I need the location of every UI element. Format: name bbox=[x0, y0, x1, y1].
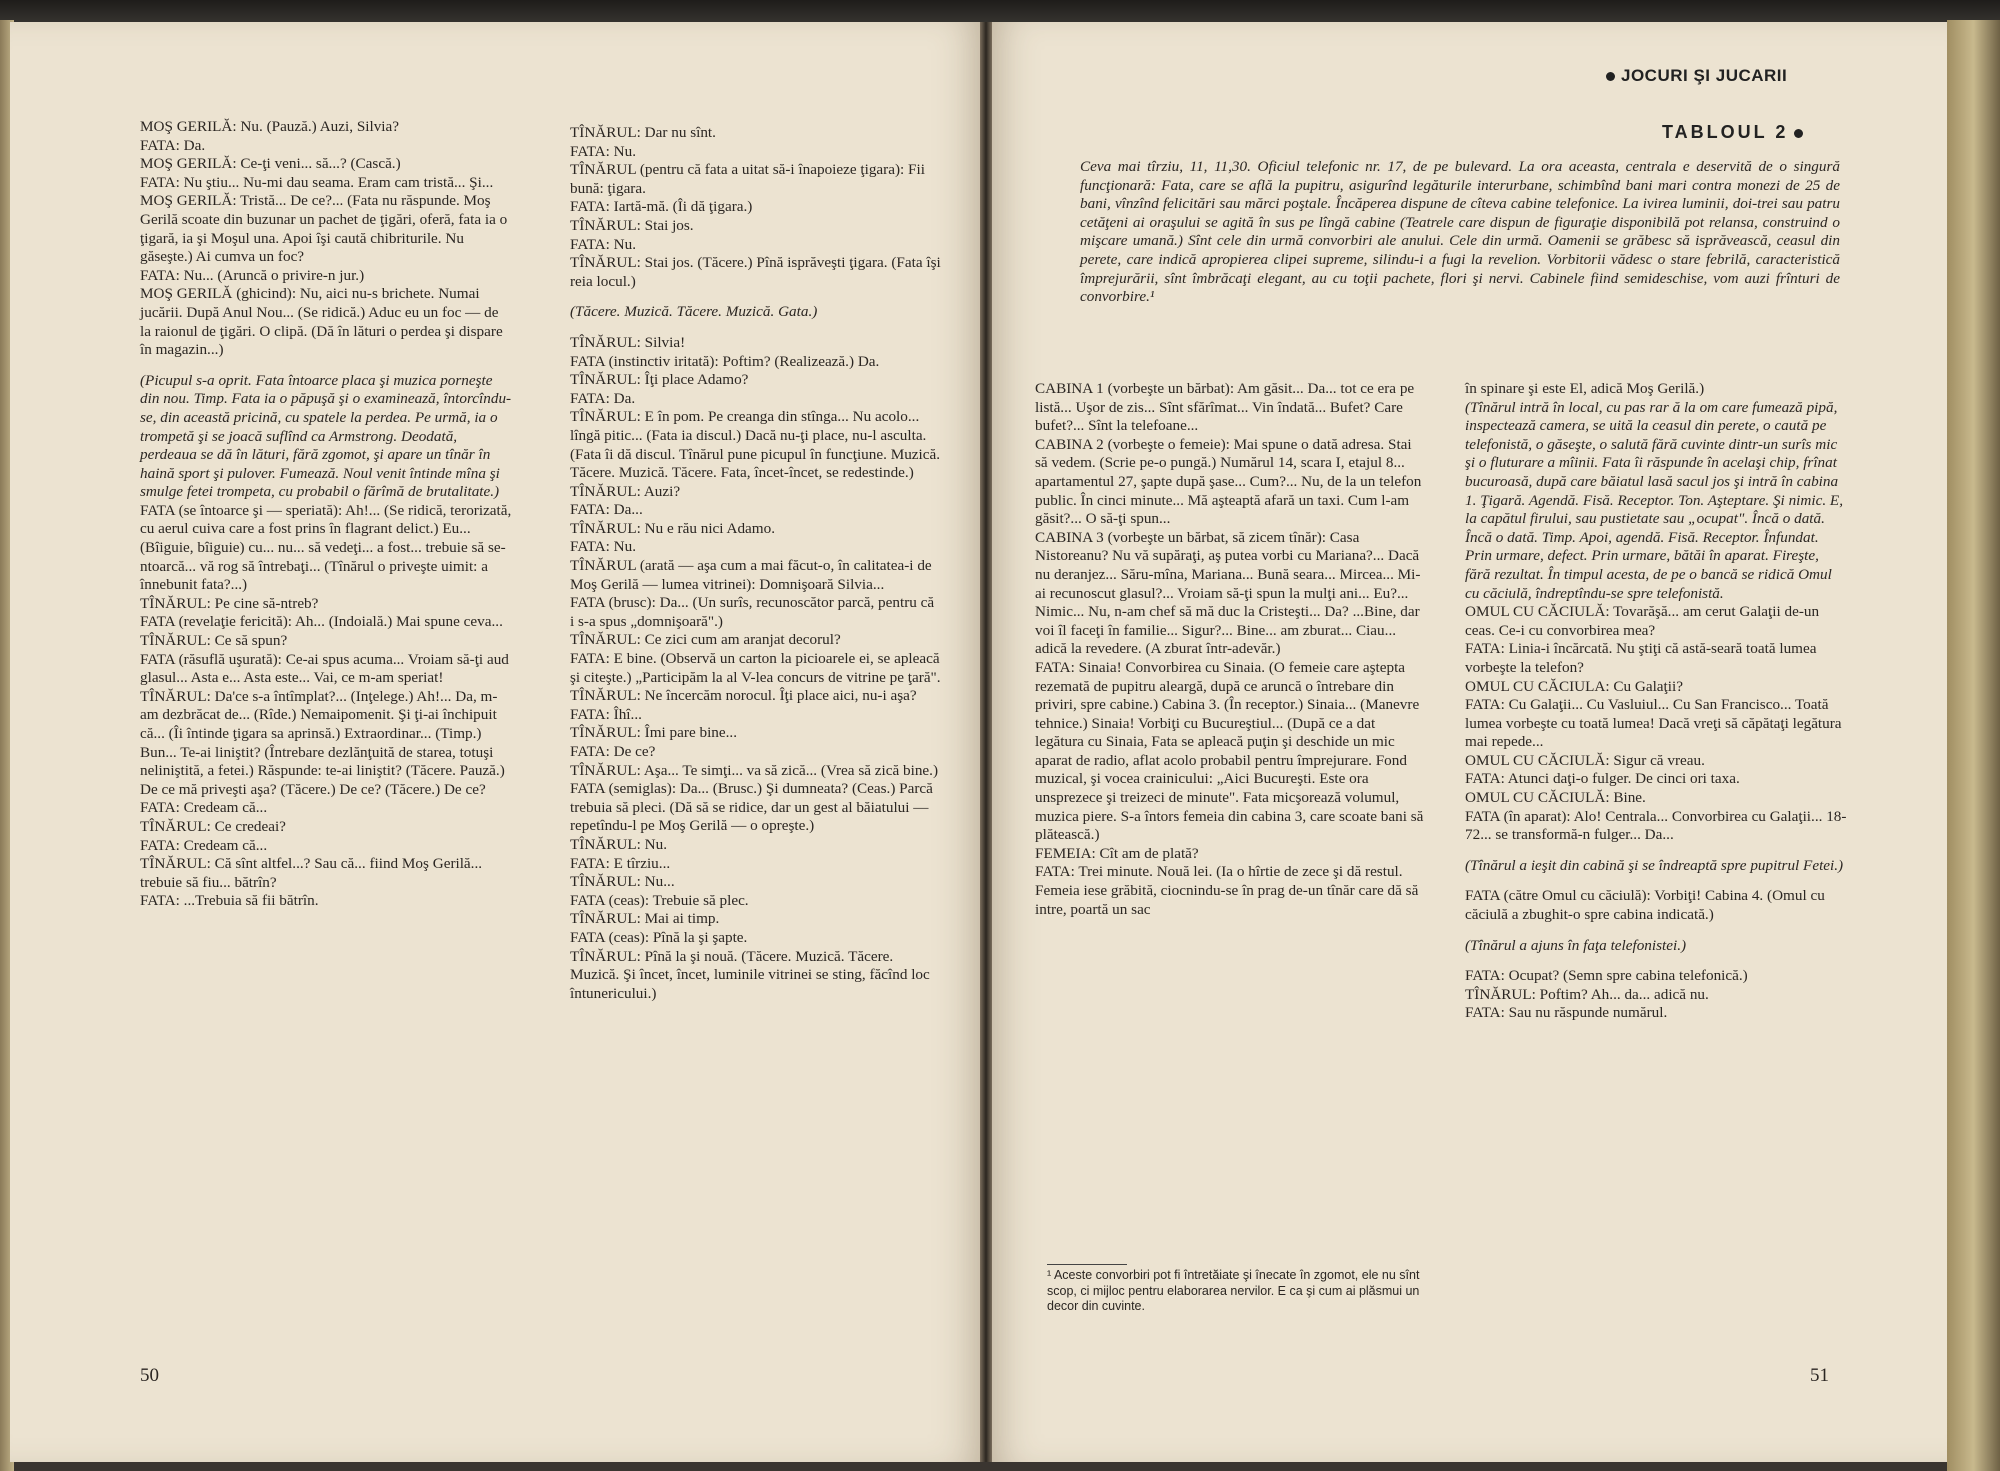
tableau-heading: TABLOUL 2 bbox=[1662, 122, 1809, 143]
dialogue-line: TÎNĂRUL: Stai jos. (Tăcere.) Pînă isprăveşti ţigara. (Fata îşi reia locul.) bbox=[570, 254, 941, 290]
page-number-right: 51 bbox=[1810, 1365, 1829, 1386]
dialogue-line: MOŞ GERILĂ: Nu. (Pauză.) Auzi, Silvia? bbox=[140, 118, 399, 135]
dialogue-line: (Tăcere. Muzică. Tăcere. Muzică. Gata.) bbox=[570, 303, 818, 321]
page-number-left: 50 bbox=[140, 1365, 159, 1386]
dialogue-line: FATA: Credeam că... bbox=[140, 799, 268, 817]
dialogue-line: FATA (se întoarce şi — speriată): Ah!... (Se ridică, terorizată, cu aerul cuiva care a fost prins în flagrant delict.) Eu... (Bîiguie, bîiguie) cu... nu... să vedeţi... a fost... trebuie să se-ntoarcă... vă rog să întrebaţi... (Tînărul o priveşte uimit: a înnebunit fata?...) bbox=[140, 501, 512, 594]
dialogue-line: OMUL CU CĂCIULA: Cu Galaţii? bbox=[1465, 677, 1683, 695]
dialogue-line: TÎNĂRUL: Pînă la şi nouă. (Tăcere. Muzică. Tăcere. Muzică. Şi încet, încet, luminile vitrinei se sting, făcînd loc întunericului.) bbox=[570, 947, 930, 1002]
dialogue-line: CABINA 1 (vorbeşte un bărbat): Am găsit... Da... tot ce era pe listă... Uşor de zis... Sînt sfărîmat... Vin îndată... Bufet? Care bufet?... Sînt la telefoane... bbox=[1035, 380, 1415, 435]
dialogue-line: CABINA 3 (vorbeşte un bărbat, să zicem tînăr): Casa Nistoreanu? Nu vă supăraţi, aş putea vorbi cu Mariana?... Dacă nu deranjez... Săru-mîna, Mariana... Bună seara... Mircea... Mi-ai recunoscut glasul?... Vroiam să-ţi spun la mulţi ani... Eu?... Nimic... Nu, n-am chef să mă duc la Cristeşti... Da? ...Bine, dar voi îl faceţi în familie... Sigur?... Bine... am zburat... Ciau... adică la revedere. (A zburat într-adevăr.) bbox=[1035, 528, 1421, 658]
left-column-2 bbox=[570, 124, 942, 1003]
dialogue-line: TÎNĂRUL: Silvia! bbox=[570, 333, 686, 351]
dialogue-line: TÎNĂRUL: Stai jos. bbox=[570, 216, 694, 234]
dialogue-line: FATA: Trei minute. Nouă lei. (Ia o hîrtie de zece şi dă restul. Femeia iese grăbită, ciocnindu-se în prag de-un tînăr care dă să intre, poartă un sac bbox=[1035, 863, 1419, 918]
dialogue-line: FATA (revelaţie fericită): Ah... (Indoială.) Mai spune ceva... bbox=[140, 613, 503, 631]
dialogue-line: TÎNĂRUL: Îţi place Adamo? bbox=[570, 371, 749, 389]
dialogue-line: TÎNĂRUL (pentru că fata a uitat să-i înapoieze ţigara): Fii bună: ţigara. bbox=[570, 161, 925, 197]
dialogue-line: TÎNĂRUL: Auzi? bbox=[570, 482, 681, 500]
dialogue-line: MOŞ GERILĂ (ghicind): Nu, aici nu-s brichete. Numai jucării. După Anul Nou... (Se ridică.) Aduc eu un foc — de la raionul de ţigări. O clipă. (Dă în lături o perdea şi dispare în magazin...) bbox=[140, 285, 503, 359]
dialogue-line: FATA: Ocupat? (Semn spre cabina telefonică.) bbox=[1465, 967, 1748, 985]
dialogue-line: FATA: Nu ştiu... Nu-mi dau seama. Eram cam tristă... Şi... bbox=[140, 173, 494, 191]
dialogue-line: FATA: Nu. bbox=[570, 235, 637, 253]
dialogue-line: TÎNĂRUL: Ne încercăm norocul. Îţi place aici, nu-i aşa? bbox=[570, 687, 917, 705]
dialogue-line: TÎNĂRUL: Nu e rău nici Adamo. bbox=[570, 519, 775, 537]
dialogue-line: TÎNĂRUL: Pe cine să-ntreb? bbox=[140, 594, 319, 612]
dialogue-line: TÎNĂRUL: Aşa... Te simţi... va să zică... (Vrea să zică bine.) bbox=[570, 761, 939, 779]
right-column-2 bbox=[1465, 380, 1847, 1023]
dialogue-line: FATA: Cu Galaţii... Cu Vasluiul... Cu San Francisco... Toată lumea vorbeşte cu toată lumea! Dacă vreţi să căpătaţi legătura mai repede... bbox=[1465, 696, 1842, 751]
stage-directions-intro: Ceva mai tîrziu, 11, 11,30. Oficiul telefonic nr. 17, de pe bulevard. La ora aceasta, centrala e deservită de o singură funcţionară: Fata, care se află la pupitru, asigurînd legăturile interurbane, schimbînd bani mari contra monezi de 25 de bani, vînzînd felicitări sau mărci poştale. Încăperea dispune de cîteva cabine telefonice. La ivirea luminii, doi-trei sau patru cetăţeni ai oraşului se agită în sus pe lîngă cabine (Teatrele care dispun de figuraţie disponibilă pot relansa, construind o mişcare umană.) Sînt cele din urmă convorbiri ale anului. Cele din urmă. Oamenii se grăbesc să isprăvească, ceasul din perete, care indică apropierea clipei supreme, silindu-i a fugi la revelion. Vorbitorii vădesc o stare febrilă, caracteristică împrejurării, sînt îmbrăcaţi elegant, au cu toţii pachete, flori şi nervi. Cabinele fiind semideschise, vom auzi frînturi de convorbire.¹ bbox=[1080, 158, 1840, 306]
paragraph-spacer bbox=[570, 322, 942, 334]
dialogue-line: FATA (către Omul cu căciulă): Vorbiţi! Cabina 4. (Omul cu căciulă a zbughit-o spre cabina indicată.) bbox=[1465, 887, 1825, 924]
dialogue-line: TÎNĂRUL: Nu... bbox=[570, 873, 675, 891]
running-head: JOCURI ŞI JUCARII bbox=[1600, 66, 1787, 86]
dialogue-line: MOŞ GERILĂ: Ce-ţi veni... să...? (Cască.) bbox=[140, 155, 401, 173]
dialogue-line: FATA: Da... bbox=[570, 501, 643, 519]
dialogue-line: FATA: Sau nu răspunde numărul. bbox=[1465, 1004, 1668, 1022]
dialogue-line: OMUL CU CĂCIULĂ: Sigur că vreau. bbox=[1465, 751, 1705, 769]
paragraph-spacer bbox=[140, 360, 512, 372]
dialogue-line: TÎNĂRUL: Ce să spun? bbox=[140, 632, 288, 650]
dialogue-line: FATA (semiglas): Da... (Brusc.) Şi dumneata? (Ceas.) Parcă trebuia să pleci. (Dă să se ridice, dar un gest al băiatului — repetîndu-l pe Moş Gerilă — o opreşte.) bbox=[570, 780, 933, 835]
dialogue-line: (Tînărul a ajuns în faţa telefonistei.) bbox=[1465, 936, 1687, 954]
book-edge bbox=[1947, 20, 2000, 1471]
left-column-1 bbox=[140, 118, 512, 911]
footnote-rule bbox=[1047, 1264, 1127, 1265]
dialogue-line: FATA: Nu... (Aruncă o privire-n jur.) bbox=[140, 266, 365, 284]
dialogue-line: FATA: E tîrziu... bbox=[570, 854, 671, 872]
dialogue-line: FATA: Da. bbox=[570, 389, 636, 407]
dialogue-line: FATA: Nu. bbox=[570, 538, 637, 556]
paragraph-spacer bbox=[1465, 845, 1847, 857]
dialogue-line: FATA (brusc): Da... (Un surîs, recunoscător parcă, pentru că i s-a spus „domnişoară".) bbox=[570, 594, 935, 630]
dialogue-line: TÎNĂRUL: Ce credeai? bbox=[140, 817, 286, 835]
dialogue-line: TÎNĂRUL: Nu. bbox=[570, 835, 668, 853]
dialogue-line: TÎNĂRUL: Mai ai timp. bbox=[570, 910, 720, 928]
dialogue-line: TÎNĂRUL: Da'ce s-a întîmplat?... (Inţelege.) Ah!... Da, m-am dezbrăcat de... (Rîde.) Nemaipomenit. Şi ţi-ai închipuit că... (Îi întinde ţigara sa aprinsă.) Extraordinar... (Timp.) Bun... Te-ai liniştit? (Întrebare dezlănţuită de starea, totuşi neliniştită, a fetei.) Răspunde: te-ai liniştit? (Tăcere. Pauză.) De ce mă priveşti aşa? (Tăcere.) De ce? (Tăcere.) De ce? bbox=[140, 687, 505, 798]
dialogue-line: în spinare şi este El, adică Moş Gerilă.) bbox=[1465, 380, 1705, 397]
dialogue-line: TÎNĂRUL: Îmi pare bine... bbox=[570, 724, 738, 742]
dialogue-line: FATA: Credeam că... bbox=[140, 836, 268, 854]
dialogue-line: FATA: Sinaia! Convorbirea cu Sinaia. (O femeie care aştepta rezemată de pupitru aleargă, după ce aruncă o întrebare din priviri, spre cabine.) Cabina 3. (În receptor.) Sinaia... (Manevre tehnice.) Sinaia! Vorbiţi cu Bucureştiul... (După ce a dat legătura cu Sinaia, Fata se apleacă puţin şi deschide un mic aparat de radio, aflat acolo probabil pentru împrejurare. Fond muzical, şi vocea crainicului: „Aici Bucureşti. Este ora unsprezece şi treizeci de minute". Fata micşorează volumul, muzica piere. S-a întors femeia din cabina 3, care scoate bani să plătească.) bbox=[1035, 658, 1424, 844]
dialogue-line: TÎNĂRUL (arată — aşa cum a mai făcut-o, în calitatea-i de Moş Gerilă — lumea vitrinei): Domnişoară Silvia... bbox=[570, 557, 932, 593]
dialogue-line: (Tînărul intră în local, cu pas rar ă la om care fumează pipă, inspectează camera, se uită la ceasul din perete, o caută pe telefonistă, o găseşte, o salută fără cuvinte dintr-un surîs mic şi o fluturare a mîinii. Fata îi răspunde în acelaşi chip, frînat bucuroasă, după care băiatul lasă sacul jos şi intră în cabina 1. Ţigară. Agendă. Fisă. Receptor. Ton. Aşteptare. Şi nimic. E, la capătul firului, sau pustietate sau „ocupat". Încă o dată. Încă o dată. Timp. Apoi, agendă. Fisă. Receptor. Înfundat. Prin urmare, defect. Prin urmare, bătăi în aparat. Fireşte, fără rezultat. În timpul acesta, de pe o bancă se ridică Omul cu căciulă, îndreptîndu-se spre telefonistă. bbox=[1465, 398, 1843, 602]
dialogue-line: TÎNĂRUL: E în pom. Pe creanga din stînga... Nu acolo... lîngă pitic... (Fata ia discul.) Dacă nu-ţi place, nu-l asculta. (Fata îi dă discul. Tînărul pune picupul în funcţiune. Muzică. Tăcere. Muzică. Tăcere. Fata, încet-încet, se redestinde.) bbox=[570, 408, 941, 482]
dialogue-line: TÎNĂRUL: Poftim? Ah... da... adică nu. bbox=[1465, 985, 1709, 1003]
dialogue-line: MOŞ GERILĂ: Tristă... De ce?... (Fata nu răspunde. Moş Gerilă scoate din buzunar un pachet de ţigări, oferă, fata ia o ţigară, ia şi Moşul una. Apoi îşi caută chibriturile. Nu găseşte.) Ai cumva un foc? bbox=[140, 192, 508, 266]
dialogue-line: FATA: Atunci daţi-o fulger. De cinci ori taxa. bbox=[1465, 770, 1740, 788]
dialogue-line: FATA (ceas): Pînă la şi şapte. bbox=[570, 928, 748, 946]
paragraph-spacer bbox=[570, 291, 942, 303]
paragraph-spacer bbox=[1465, 925, 1847, 937]
dialogue-line: FATA: De ce? bbox=[570, 743, 656, 760]
dialogue-line: TÎNĂRUL: Ce zici cum am aranjat decorul? bbox=[570, 631, 841, 649]
dialogue-line: FATA: Da. bbox=[140, 136, 206, 154]
right-column-1 bbox=[1035, 380, 1425, 919]
dialogue-line: FATA: Îhî... bbox=[570, 705, 642, 723]
dialogue-line: OMUL CU CĂCIULĂ: Tovarăşă... am cerut Galaţii de-un ceas. Ce-i cu convorbirea mea? bbox=[1465, 603, 1820, 639]
paragraph-spacer bbox=[1465, 955, 1847, 967]
dialogue-line: FATA: Nu. bbox=[570, 142, 637, 160]
dialogue-line: (Tînărul a ieşit din cabină şi se îndreaptă spre pupitrul Fetei.) bbox=[1465, 856, 1844, 874]
dialogue-line: FATA: Iartă-mă. (Îi dă ţigara.) bbox=[570, 198, 753, 216]
dialogue-line: (Picupul s-a oprit. Fata întoarce placa şi muzica porneşte din nou. Timp. Fata ia o păpuşă şi o examinează, întorcîndu-se, din această pricină, cu spatele la perdea. Pe urmă, ia o trompetă şi se joacă suflînd ca Armstrong. Deodată, perdeaua se dă în lături, fără zgomot, şi apare un tînăr în haină sport şi pulover. Fumează. Noul venit întinde mîna şi smulge fetei trompeta, cu probabil o fărîmă de brutalitate.) bbox=[140, 371, 512, 501]
dialogue-line: CABINA 2 (vorbeşte o femeie): Mai spune o dată adresa. Stai să vedem. (Scrie pe-o pungă.) Numărul 14, scara I, etajul 8... apartamentul 27, şapte după şase... Cum?... Nu, de la un telefon public. În cinci minute... Mă aşteaptă afară un taxi. Cum l-am găsit?... O să-ţi spun... bbox=[1035, 435, 1422, 528]
paragraph-spacer bbox=[1465, 875, 1847, 887]
dialogue-line: TÎNĂRUL: Dar nu sînt. bbox=[570, 124, 716, 141]
dialogue-line: FATA (ceas): Trebuie să plec. bbox=[570, 891, 749, 909]
dialogue-line: FATA (instinctiv iritată): Poftim? (Realizează.) Da. bbox=[570, 352, 880, 370]
dialogue-line: FATA: Linia-i încărcată. Nu ştiţi că astă-seară toată lumea vorbeşte la telefon? bbox=[1465, 640, 1817, 676]
dialogue-line: FATA: ...Trebuia să fii bătrîn. bbox=[140, 892, 319, 910]
bullet-icon bbox=[1606, 72, 1615, 81]
dialogue-line: FATA: E bine. (Observă un carton la picioarele ei, se apleacă şi citeşte.) „Participăm la al V-lea concurs de vitrine pe ţară". bbox=[570, 650, 941, 686]
dialogue-line: TÎNĂRUL: Că sînt altfel...? Sau că... fiind Moş Gerilă... trebuie să fiu... bătrîn? bbox=[140, 855, 483, 891]
dialogue-line: OMUL CU CĂCIULĂ: Bine. bbox=[1465, 789, 1646, 807]
dialogue-line: FEMEIA: Cît am de plată? bbox=[1035, 844, 1199, 862]
bullet-icon bbox=[1794, 129, 1803, 138]
dialogue-line: FATA (răsuflă uşurată): Ce-ai spus acuma... Vroiam să-ţi aud glasul... Asta e... Asta este... Vai, ce m-am speriat! bbox=[140, 650, 509, 687]
dialogue-line: FATA (în aparat): Alo! Centrala... Convorbirea cu Galaţii... 18-72... se transformă-n fulger... Da... bbox=[1465, 807, 1847, 844]
gutter bbox=[980, 22, 992, 1462]
footnote: ¹ Aceste convorbiri pot fi întretăiate şi înecate în zgomot, ele nu sînt scop, ci mijloc pentru elaborarea nervilor. E ca şi cum ai plăsmui un decor din cuvinte. bbox=[1047, 1268, 1420, 1313]
